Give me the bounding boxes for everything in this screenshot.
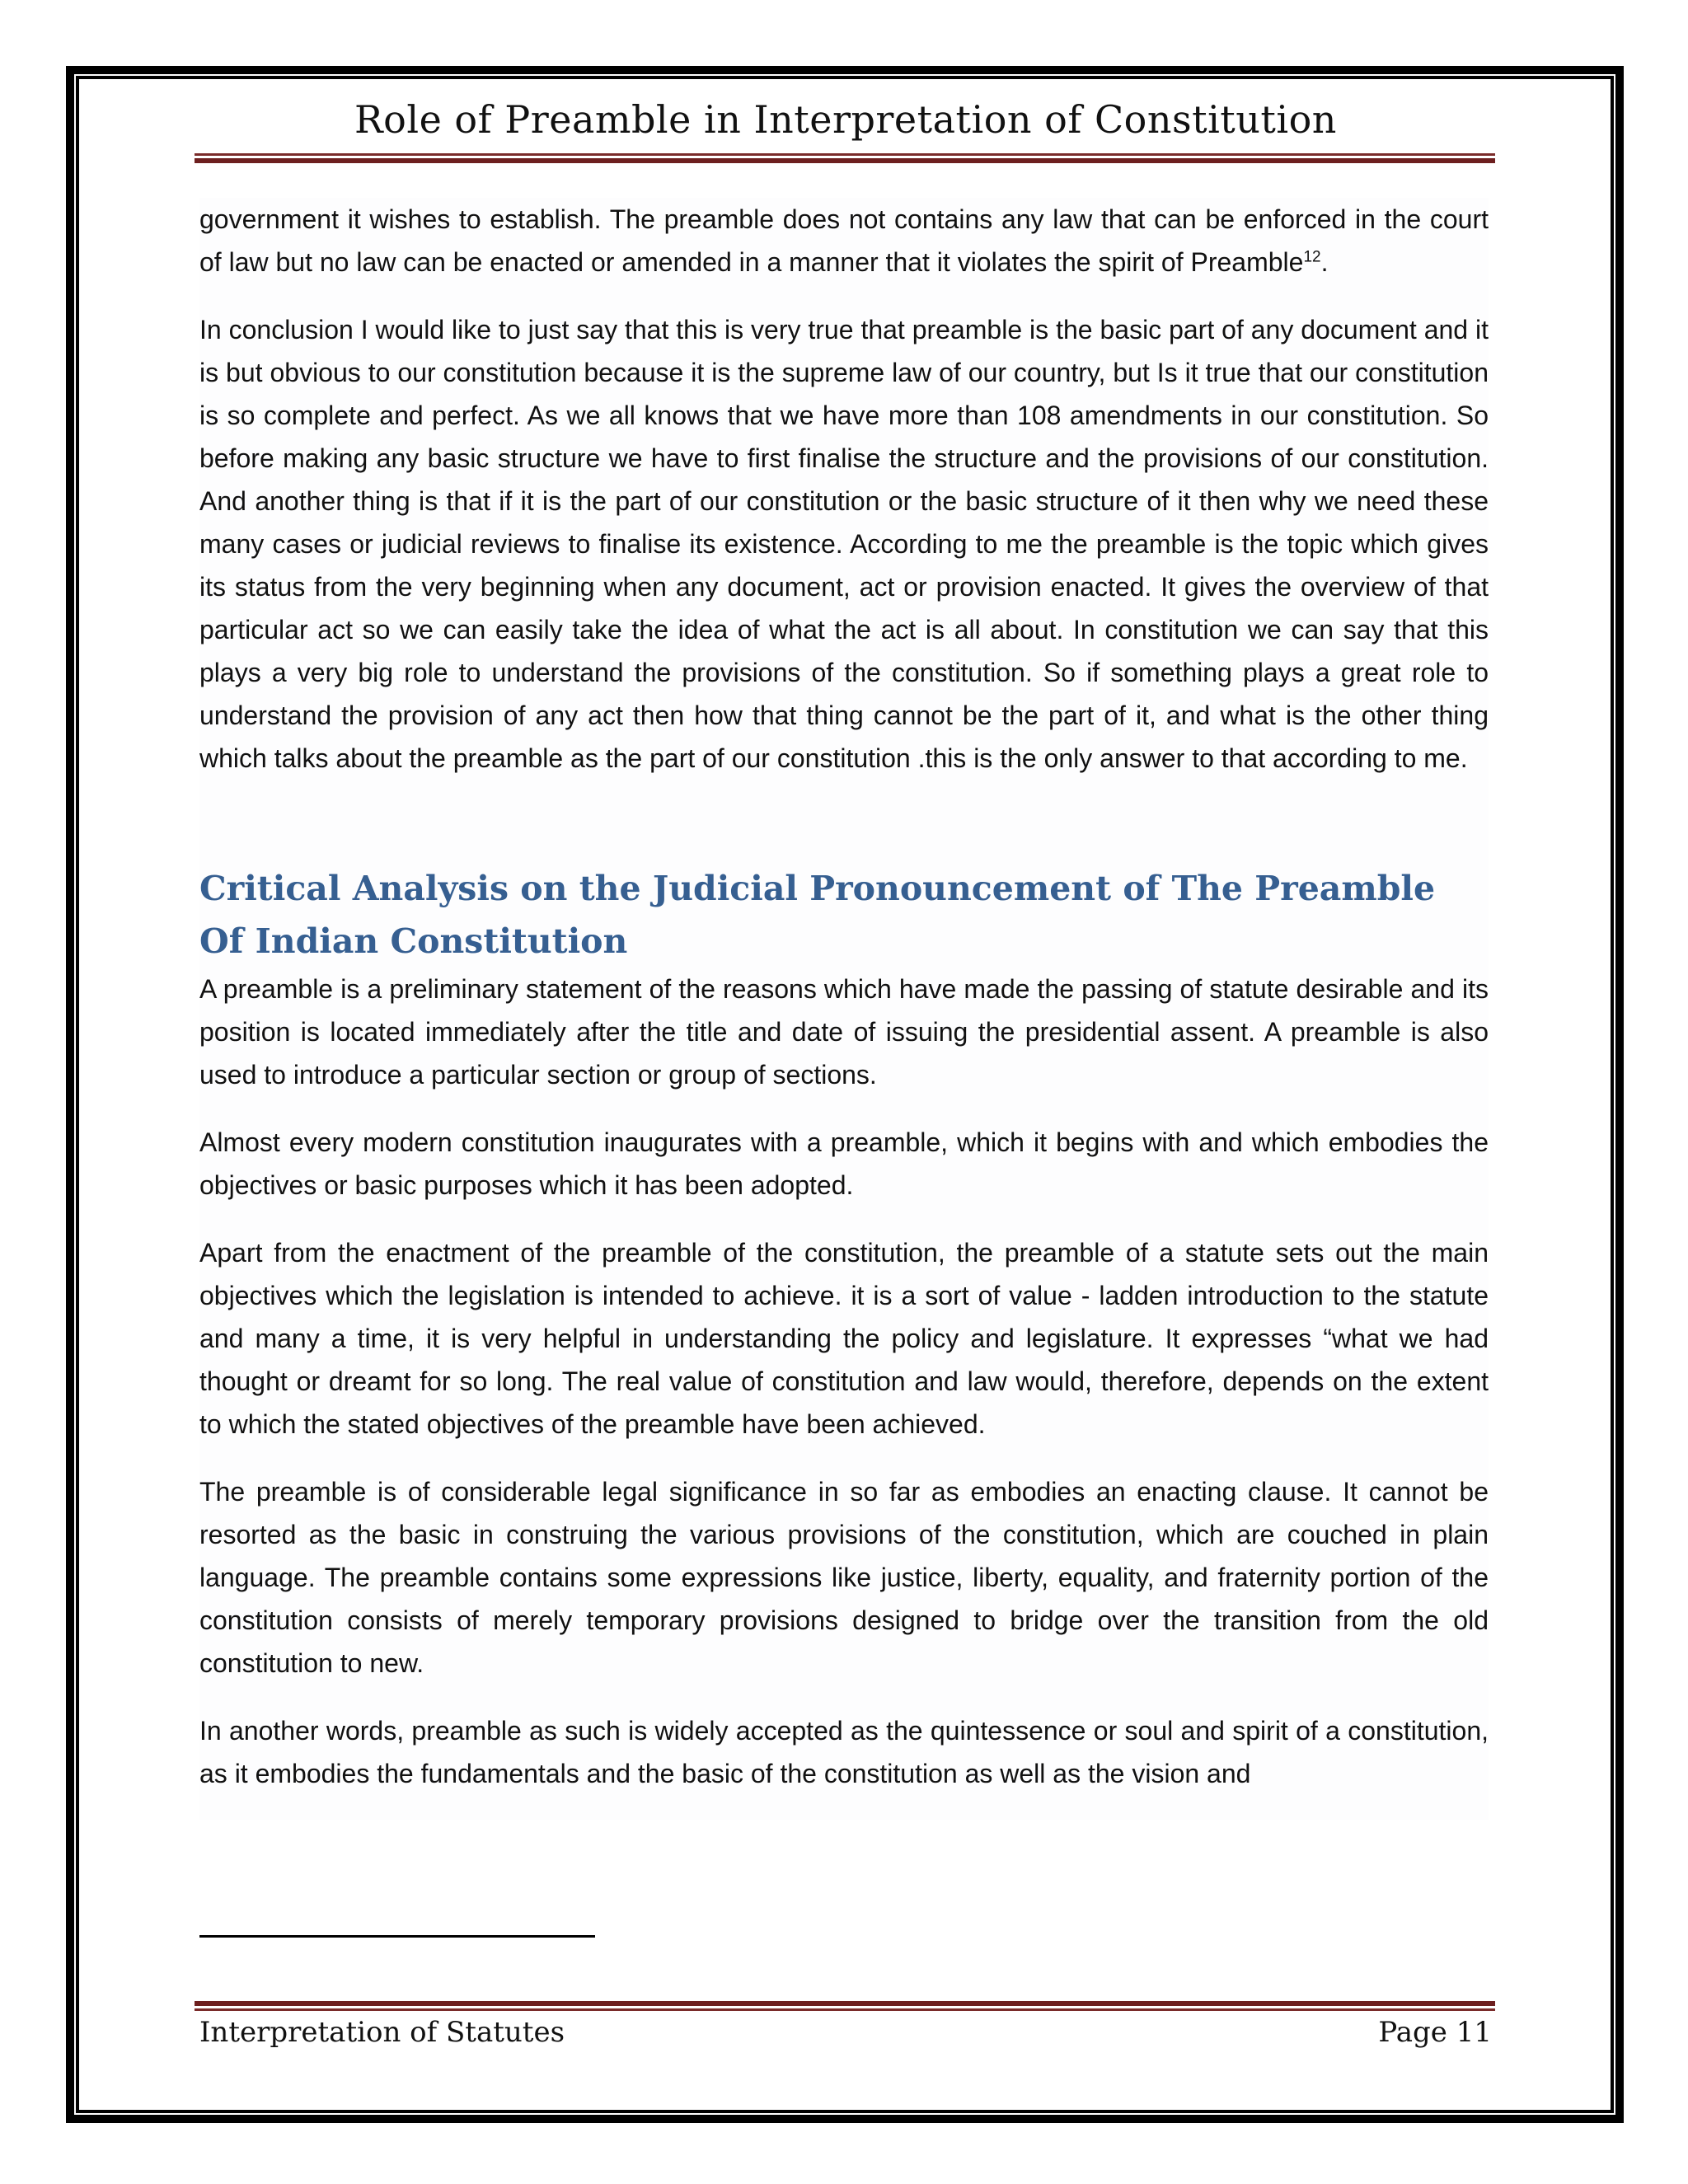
paragraph-1-text: government it wishes to establish. The preamble does not contains any law that can be enforced in the court of law but no law can be enacted or amended in a manner that it violates the spirit of Preamble — [199, 204, 1489, 277]
paragraph-1-end: . — [1320, 247, 1329, 277]
page-number: Page 11 — [1378, 2016, 1492, 2049]
paragraph-3: A preamble is a preliminary statement of the reasons which have made the passing of statute desirable and its position is located immediately after the title and date of issuing the presidential assent. A preamble is also used to introduce a particular section or group of sections. — [199, 974, 1489, 1090]
paragraph-7: In another words, preamble as such is widely accepted as the quintessence or soul and spirit of a constitution, as it embodies the fundamentals and the basic of the constitution as well as the vision and — [199, 1716, 1489, 1788]
footnote-reference[interactable]: 12 — [1303, 248, 1321, 266]
header-rule — [195, 153, 1495, 163]
section-heading: Critical Analysis on the Judicial Pronouncement of The Preamble Of Indian Constitution — [199, 869, 1436, 961]
paragraph-6: The preamble is of considerable legal significance in so far as embodies an enacting clause. It cannot be resorted as the basic in construing the various provisions of the constitution, which are couched in plain language. The preamble contains some expressions like justice, liberty, equality, and fraternity portion of the constitution consists of merely temporary provisions designed to bridge over the transition from the old constitution to new. — [199, 1477, 1489, 1678]
footer-rule — [195, 2001, 1495, 2011]
paragraph-4: Almost every modern constitution inaugurates with a preamble, which it begins with and which embodies the objectives or basic purposes which it has been adopted. — [199, 1127, 1489, 1200]
footer-document-title: Interpretation of Statutes — [199, 2016, 565, 2049]
paragraph-2: In conclusion I would like to just say that this is very true that preamble is the basic part of any document and it is but obvious to our constitution because it is the supreme law of our country, but Is it true that our constitution is so complete and perfect. As we all knows that we have more than 108 amendments in our constitution. So before making any basic structure we have to first finalise the structure and the provisions of our constitution. And another thing is that if it is the part of our constitution or the basic structure of it then why we need these many cases or judicial reviews to finalise its existence. According to me the preamble is the topic which gives its status from the very beginning when any document, act or provision enacted. It gives the overview of that particular act so we can easily take the idea of what the act is all about. In constitution we can say that this plays a very big role to understand the provisions of the constitution. So if something plays a great role to understand the provision of any act then how that thing cannot be the part of it, and what is the other thing which talks about the preamble as the part of our constitution .this is the only answer to that according to me. — [199, 315, 1489, 773]
page-header-title: Role of Preamble in Interpretation of Constitution — [354, 97, 1337, 142]
footnote-separator — [199, 1935, 595, 1938]
document-body — [199, 198, 1489, 1820]
paragraph-5: Apart from the enactment of the preamble of the constitution, the preamble of a statute sets out the main objectives which the legislation is intended to achieve. it is a sort of value - ladden introduction to the statute and many a time, it is very helpful in understanding the policy and legislature. It expresses “what we had thought or dreamt for so long. The real value of constitution and law would, therefore, depends on the extent to which the stated objectives of the preamble have been achieved. — [199, 1238, 1489, 1439]
paragraph-1 — [199, 198, 1489, 284]
